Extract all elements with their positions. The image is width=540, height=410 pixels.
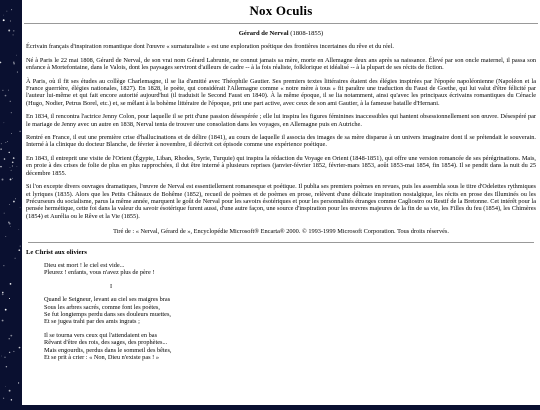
source-citation: Tiré de : « Nerval, Gérard de », Encyclopédie Microsoft® Encarta® 2000. © 1993-1999 Microsoft Corporation. Tous droits réservés. <box>113 228 449 236</box>
star <box>5 236 6 237</box>
star <box>9 390 11 392</box>
star <box>2 90 3 91</box>
star <box>10 101 11 102</box>
star <box>13 34 14 35</box>
star <box>9 338 10 339</box>
star <box>4 213 5 214</box>
star <box>7 11 8 12</box>
star <box>13 62 15 64</box>
star <box>10 335 12 337</box>
star <box>12 178 13 179</box>
star <box>2 320 4 322</box>
star <box>13 157 15 159</box>
site-title: Nox Oculis <box>249 3 313 18</box>
star <box>2 292 3 293</box>
star <box>3 398 4 399</box>
star <box>1 356 2 357</box>
star <box>11 399 12 400</box>
star <box>13 30 14 31</box>
star <box>18 249 20 251</box>
poem-line: Se fut longtemps perdu dans ses douleurs muettes, <box>44 310 171 318</box>
poem-title: Le Christ aux oliviers <box>26 248 87 256</box>
star <box>7 141 8 142</box>
star <box>19 347 21 349</box>
paragraph-intro: Écrivain français d'inspiration romantique dont l'œuvre « surnaturaliste » est une exploration poétique des frontières incertaines du rêve et du réel. <box>26 43 394 51</box>
paragraph-crisis: Rentré en France, il eut une première crise d'hallucinations et de délire (1841), au cours de laquelle il associa des images de sa mère disparue à un univers imaginaire dont il se prétendait le souverain. Interné à la clinique du docteur Blanche, de février à novembre, il décrivit cet épisode comme une expérience poétique. <box>26 134 536 149</box>
star <box>4 357 5 358</box>
title-divider <box>24 23 538 24</box>
star-pattern <box>0 0 22 405</box>
poem-line: Rêvant d'être des rois, des sages, des prophètes... <box>44 339 168 347</box>
poem-line: Il se tourna vers ceux qui l'attendaient en bas <box>44 331 158 339</box>
star <box>9 223 11 225</box>
poem-line: Quand le Seigneur, levant au ciel ses maigres bras <box>44 296 171 304</box>
star <box>10 226 11 227</box>
star <box>16 55 17 56</box>
star <box>2 293 4 295</box>
star <box>8 30 10 32</box>
poem-epigraph <box>44 262 536 277</box>
poem-line: Et se prit à crier : « Non, Dieu n'existe pas ! » <box>44 354 159 361</box>
star <box>5 142 6 143</box>
star <box>0 62 1 64</box>
star <box>13 351 14 352</box>
star <box>13 63 14 64</box>
star <box>0 148 1 149</box>
star <box>9 204 10 205</box>
star <box>12 161 14 163</box>
star <box>15 198 16 199</box>
poem-section-number: I <box>110 282 113 290</box>
article-body <box>22 30 540 361</box>
paragraph-paris: À Paris, où il fit ses études au collège Charlemagne, il se lia d'amitié avec Théophile Gautier. Ses premiers textes littéraires étaient des élégies inspirées par l'épopée napoléonienne (Napoléon et la France guerrière, élégies nationales, 1827). En 1828, le poète, qui considérait l'Allemagne comme « notre mère à tous » fit paraître une traduction du Faust de Goethe, qui lui valut d'être félicité par l'auteur lui-même et qui fait encore autorité aujourd'hui (il traduisit le Second Faust en 1840). À la même époque, il se lia notamment, ainsi qu'avec les principaux écrivains romantiques du Cénacle (Hugo, Nodier, Petrus Borel, etc.) et, se mêlant à la bohème littéraire de l'époque, prit une part active, avec ceux de son ami Gautier, à la fameuse bataille d'Hernani. <box>26 77 536 107</box>
star <box>11 170 12 171</box>
star <box>10 21 11 22</box>
star <box>3 19 5 21</box>
star <box>10 178 12 180</box>
star <box>5 95 7 97</box>
star <box>5 309 7 311</box>
poem-line: Mais engourdis, perdus dans le sommeil des bêtes, <box>44 346 172 354</box>
star <box>12 166 13 167</box>
star <box>20 207 21 208</box>
star <box>9 152 10 153</box>
star <box>18 229 19 230</box>
star <box>3 265 4 266</box>
star <box>20 246 21 247</box>
section-divider <box>28 242 534 243</box>
author-heading <box>26 30 536 37</box>
star <box>9 298 10 299</box>
author-dates: (1808-1855) <box>290 30 324 37</box>
poem-line: Et se jugea trahi par des amis ingrats ; <box>44 318 140 326</box>
star <box>6 366 7 367</box>
poem-stanza <box>44 296 536 326</box>
starfield-background <box>0 0 22 405</box>
star <box>11 133 12 134</box>
star <box>19 131 20 132</box>
star <box>18 382 19 383</box>
star <box>3 15 4 16</box>
paragraph-childhood: Né à Paris le 22 mai 1808, Gérard de Nerval, de son vrai nom Gérard Labrunie, ne connut jamais sa mère, morte en Allemagne deux ans après sa naissance. Élevé par son oncle maternel, il passa son enfance à Mortefontaine, dans le Valois, dont les paysages serviront d'ailleurs de cadre -- à la fois réaliste, folklorique et idéalisé -- à la plupart de ses récits de fiction. <box>26 56 536 72</box>
paragraph-works: Si l'on excepte divers ouvrages dramatiques, l'œuvre de Nerval est essentiellement romanesque et poétique. Il publia ses premiers poèmes en revues, puis les assembla sous le titre d'Odelettes rythmiques et lyriques (1835). Alors que les Petits Châteaux de Bohême (1852), recueil de poèmes et de poèmes en prose, relèvent d'une délicate inspiration nostalgique, les récits en prose des Illuminés ou les Précurseurs du socialisme, parus la même année, marquent le goût de Nerval pour les savoirs ésotériques et pour les personnalités étranges comme Cagliostro ou Restif de la Bretonne. Cet intérêt pour la pensée hermétique, cette foi dans la valeur du savoir ésotérique furent aussi, d'une autre façon, une source d'inspiration pour les œuvres majeures de la fin de sa vie, les Filles du feu (1854), les Chimères (1854) et Aurélia ou le Rêve et la Vie (1855). <box>26 183 536 220</box>
star <box>1 143 2 144</box>
star <box>9 352 10 353</box>
star <box>10 167 11 168</box>
author-name: Gérard de Nerval <box>238 30 289 37</box>
star <box>17 166 18 167</box>
star <box>4 122 5 123</box>
star <box>17 72 18 73</box>
star <box>11 9 12 10</box>
star <box>5 386 6 387</box>
paragraph-orient: En 1843, il entreprit une visite de l'Orient (Égypte, Liban, Rhodes, Syrie, Turquie) qui inspira la rédaction du Voyage en Orient (1848-1851), qui offre une version romancée de ses pérégrinations. Mais, en proie à des crises de folie de plus en plus rapprochées, il dut être interné à plusieurs reprises (janvier-février 1852, février-mars 1853, août 1853-mai 1854, fin 1854). Il se pendit dans la nuit du 25 décembre 1855. <box>26 154 536 177</box>
paragraph-jenny-colon: En 1834, il rencontra l'actrice Jenny Colon, pour laquelle il se prit d'une passion désespérée ; elle lui inspira les figures féminines inaccessibles qui hantent obsessionnellement son œuvre. Désespéré par le mariage de Jenny avec un autre en 1838, Nerval tenta de trouver une consolation dans les voyages, en Allemagne puis en Autriche. <box>26 113 536 128</box>
poem-line: Sous les arbres sacrés, comme font les poètes, <box>44 303 160 311</box>
star <box>15 258 16 259</box>
page-content <box>22 0 540 405</box>
star <box>10 283 12 285</box>
poem-stanza <box>44 332 536 362</box>
star <box>4 158 6 160</box>
star <box>8 90 9 91</box>
star <box>11 112 12 113</box>
star <box>0 166 2 168</box>
poem-line: Pleurez ! enfants, vous n'avez plus de père ! <box>44 269 155 277</box>
star <box>13 201 15 203</box>
poem-line: Dieu est mort ! le ciel est vide... <box>44 261 125 269</box>
star <box>2 179 4 181</box>
